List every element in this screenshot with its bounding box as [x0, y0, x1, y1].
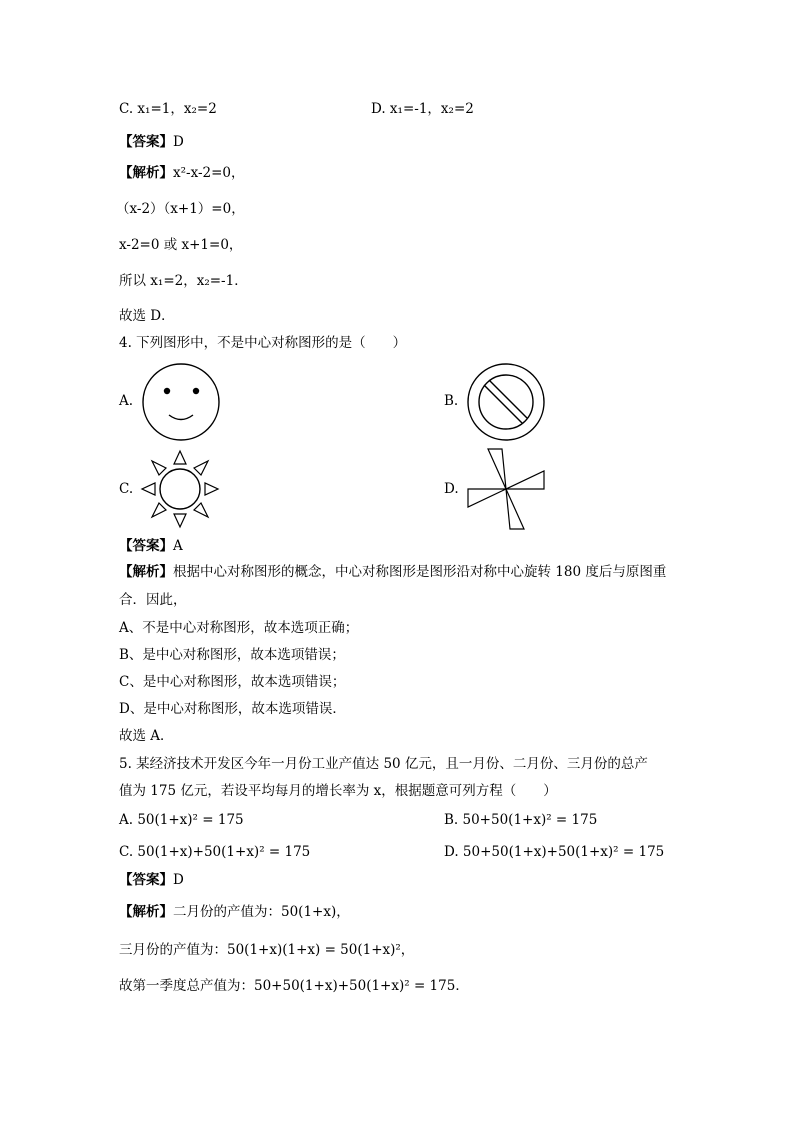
analysis-text: x²-x-2=0，	[173, 165, 245, 181]
q5-analysis-line2: 三月份的产值为：50(1+x)(1+x) = 50(1+x)²，	[119, 942, 415, 958]
q4-label-c: C.	[119, 481, 134, 497]
analysis-text: 根据中心对称图形的概念，中心对称图形是图形沿对称中心旋转 180 度后与原图重	[173, 564, 667, 580]
q4-conclusion: 故选 A．	[119, 728, 174, 744]
q5-question-line2: 值为 175 亿元，若设平均每月的增长率为 x，根据题意可列方程（ ）	[119, 783, 557, 799]
q5-option-d: D. 50+50(1+x)+50(1+x)² = 175	[444, 844, 665, 860]
answer-value: D	[173, 872, 184, 888]
answer-value: D	[173, 134, 184, 150]
q5-analysis-line1	[119, 903, 350, 921]
sun-figure	[138, 447, 222, 531]
q3-conclusion: 故选 D．	[119, 308, 175, 324]
q3-option-c: C. x₁=1，x₂=2	[119, 101, 217, 117]
answer-value: A	[173, 538, 183, 554]
smiley-face-figure	[140, 362, 222, 442]
q3-answer	[119, 133, 184, 151]
q5-question-line1: 5. 某经济技术开发区今年一月份工业产值达 50 亿元，且一月份、二月份、三月份的总产	[119, 756, 648, 772]
q3-analysis-step4: 所以 x₁=2，x₂=-1．	[119, 273, 248, 289]
q5-option-b: B. 50+50(1+x)² = 175	[444, 812, 598, 828]
q4-analysis-c: C、是中心对称图形，故本选项错误；	[119, 674, 346, 690]
q4-label-a: A.	[119, 393, 134, 409]
q3-analysis-step2: （x-2）（x+1）=0，	[116, 201, 245, 217]
q4-question: 4. 下列图形中，不是中心对称图形的是（ ）	[119, 335, 407, 351]
answer-tag: 【答案】	[119, 872, 173, 888]
q3-analysis-step3: x-2=0 或 x+1=0，	[119, 237, 243, 253]
analysis-tag: 【解析】	[119, 904, 173, 920]
q4-label-b: B.	[444, 393, 459, 409]
analysis-text: 二月份的产值为：50(1+x)，	[173, 904, 350, 920]
q4-answer	[119, 537, 183, 555]
answer-tag: 【答案】	[119, 538, 173, 554]
q5-answer	[119, 871, 184, 889]
q4-analysis-a: A、不是中心对称图形，故本选项正确；	[119, 620, 359, 636]
q3-analysis-step1	[119, 164, 245, 182]
analysis-tag: 【解析】	[119, 165, 173, 181]
analysis-tag: 【解析】	[119, 564, 173, 580]
q5-option-a: A. 50(1+x)² = 175	[119, 812, 244, 828]
q4-analysis-line1	[119, 563, 666, 581]
q4-analysis-d: D、是中心对称图形，故本选项错误．	[119, 701, 346, 717]
answer-tag: 【答案】	[119, 134, 173, 150]
q5-analysis-line3: 故第一季度总产值为：50+50(1+x)+50(1+x)² = 175．	[119, 978, 469, 994]
q3-option-d: D. x₁=-1，x₂=2	[371, 101, 474, 117]
pinwheel-figure	[464, 449, 548, 533]
q5-option-c: C. 50(1+x)+50(1+x)² = 175	[119, 844, 311, 860]
q4-analysis-line2: 合．因此，	[119, 592, 187, 608]
q4-analysis-b: B、是中心对称图形，故本选项错误；	[119, 647, 345, 663]
no-entry-sign-figure	[466, 362, 548, 442]
q4-label-d: D.	[444, 481, 459, 497]
